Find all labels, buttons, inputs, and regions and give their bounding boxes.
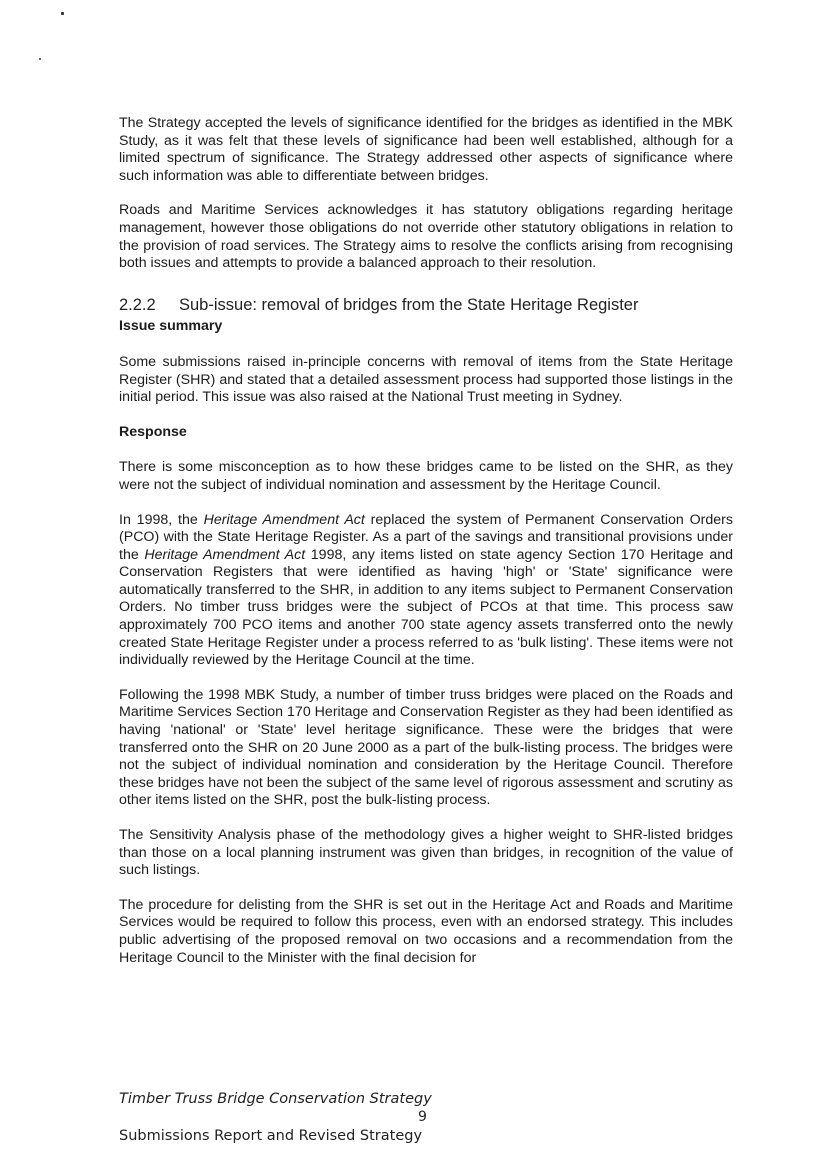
paragraph: Some submissions raised in-principle concerns with removal of items from the State Heritage Register (SHR) and stated that a detailed assessment process had supported those listings in the initial period. This issue was also raised at the National Trust meeting in Sydney.: [119, 353, 733, 406]
text-run: replaced the system of Permanent Conservation Orders (PCO) with the State Heritage Register. As a part of the savings and transitional provisions under the: [119, 511, 733, 563]
section-title: Sub-issue: removal of bridges from the State Heritage Register: [179, 295, 639, 314]
scan-speck: [61, 12, 64, 15]
footer-title: Timber Truss Bridge Conservation Strategy: [119, 1091, 432, 1107]
body-text: [119, 115, 733, 984]
paragraph: Following the 1998 MBK Study, a number of timber truss bridges were placed on the Roads and Maritime Services Section 170 Heritage and Conservation Register as they had been identified as having 'national' or 'State' level heritage significance. These were the bridges that were transferred onto the SHR on 20 June 2000 as a part of the bulk-listing process. The bridges were not the subject of individual nomination and consideration by the Heritage Council. Therefore these bridges have not been the subject of the same level of rigorous assessment and scrutiny as other items listed on the SHR, post the bulk-listing process.: [119, 686, 733, 809]
scan-speck: [39, 58, 41, 60]
issue-summary-heading: Issue summary: [119, 318, 223, 335]
act-title: Heritage Amendment Act: [144, 546, 306, 563]
paragraph: [119, 512, 733, 670]
paragraph: The Sensitivity Analysis phase of the methodology gives a higher weight to SHR-listed bridges than those on a local planning instrument was given than bridges, in recognition of the value of such listings.: [119, 827, 733, 879]
paragraph: The Strategy accepted the levels of significance identified for the bridges as identified in the MBK Study, as it was felt that these levels of significance had been well established, although for a limited spectrum of significance. The Strategy addressed other aspects of significance where such information was able to differentiate between bridges.: [119, 115, 733, 184]
text-run: In 1998, the: [119, 511, 204, 528]
response-heading: Response: [119, 423, 187, 440]
section-heading: [119, 297, 733, 315]
footer-subtitle: Submissions Report and Revised Strategy: [119, 1128, 423, 1144]
act-title: Heritage Amendment Act: [203, 511, 365, 528]
paragraph: Roads and Maritime Services acknowledges it has statutory obligations regarding heritage management, however those obligations do not override other statutory obligations in relation to the provision of road services. The Strategy aims to resolve the conflicts arising from recognising both issues and attempts to provide a balanced approach to their resolution.: [119, 202, 733, 272]
section-number: 2.2.2: [119, 295, 156, 314]
text-run: 1998, any items listed on state agency Section 170 Heritage and Conservation Registers that were identified as having 'high' or 'State' significance were automatically transferred to the SHR, in addition to any items subject to Permanent Conservation Orders. No timber truss bridges were the subject of PCOs at that time. This process saw approximately 700 PCO items and another 700 state agency assets transferred onto the newly created State Heritage Register under a process referred to as 'bulk listing'. These items were not individually reviewed by the Heritage Council at the time.: [119, 546, 733, 669]
paragraph: The procedure for delisting from the SHR is set out in the Heritage Act and Roads and Maritime Services would be required to follow this process, even with an endorsed strategy. This includes public advertising of the proposed removal on two occasions and a recommendation from the Heritage Council to the Minister with the final decision for: [119, 896, 733, 966]
page-number: 9: [418, 1109, 427, 1125]
paragraph: There is some misconception as to how these bridges came to be listed on the SHR, as they were not the subject of individual nomination and assessment by the Heritage Council.: [119, 459, 733, 493]
